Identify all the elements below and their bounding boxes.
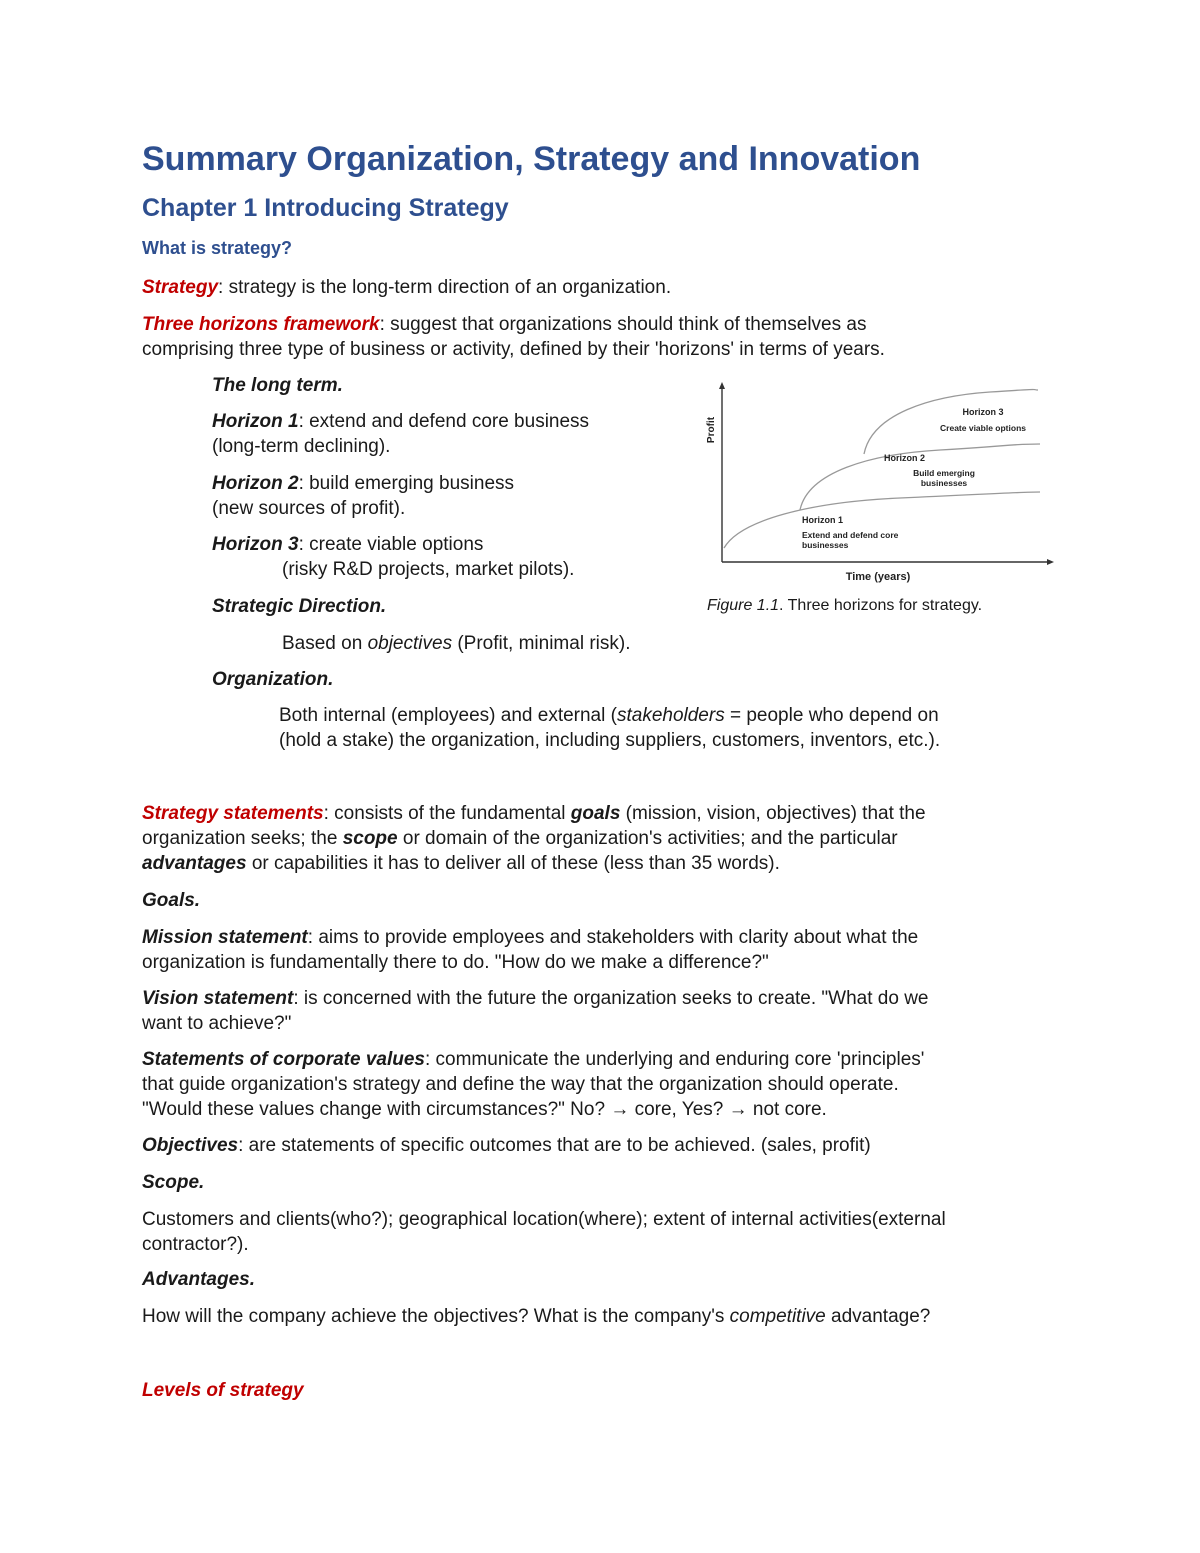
objectives-def: : are statements of specific outcomes that are to be achieved. (sales, profit) [238,1135,871,1156]
horizon-2-term: Horizon 2 [212,473,299,494]
x-axis-label: Time (years) [845,571,911,583]
levels-of-strategy-heading: Levels of strategy [142,1380,304,1401]
vision-2: want to achieve?" [142,1013,292,1034]
horizon-2-desc-2: businesses [920,478,968,488]
goals-word: goals [570,803,621,824]
ss-1a: : consists of the fundamental [323,803,571,824]
advantages-heading: Advantages. [142,1269,255,1290]
organization-heading: Organization. [212,669,334,690]
values-3: "Would these values change with circumstances?" No? → core, Yes? → not core. [142,1099,827,1120]
horizon-1-desc-2: businesses [802,540,849,550]
ss-2a: organization seeks; the [142,828,343,849]
x-axis-arrow [1047,559,1054,565]
three-horizons-term: Three horizons framework [142,314,380,335]
values-1: : communicate the underlying and enduring core 'principles' [424,1049,925,1070]
strategy-def: : strategy is the long-term direction of an organization. [218,277,672,298]
horizon-1-item [212,409,589,459]
ss-3b: or capabilities it has to deliver all of these (less than 35 words). [246,853,780,874]
horizon-1-sub: (long-term declining). [212,436,391,457]
strategy-statements [142,801,926,876]
horizon-2-label: Horizon 2 [884,453,926,463]
figure-caption [707,597,982,615]
adv-a: How will the company achieve the objectives? What is the company's [142,1306,730,1327]
scope-2: contractor?). [142,1234,249,1255]
three-horizons-def-1: : suggest that organizations should think of themselves as [379,314,867,335]
org-line1-b: = people who depend on [724,705,939,726]
scope-heading: Scope. [142,1172,205,1193]
mission-statement [142,925,918,975]
objectives [142,1133,871,1158]
chapter-heading: Chapter 1 Introducing Strategy [142,194,509,222]
horizon-1-term: Horizon 1 [212,411,299,432]
corporate-values [142,1047,924,1122]
three-horizons-definition [142,312,885,362]
horizon-1-text: : extend and defend core business [298,411,590,432]
horizon-3-curve [864,390,1038,455]
scope-word: scope [342,828,398,849]
three-horizons-chart [700,380,1060,590]
vision-1: : is concerned with the future the organization seeks to create. "What do we [293,988,929,1009]
mission-1: : aims to provide employees and stakeholders with clarity about what the [307,927,919,948]
ss-2b: or domain of the organization's activities; and the particular [397,828,898,849]
vision-term: Vision statement [142,988,294,1009]
advantages-word: advantages [142,853,247,874]
horizon-2-sub: (new sources of profit). [212,498,406,519]
horizon-2-desc-1: Build emerging [913,468,975,478]
strategic-direction-heading: Strategic Direction. [212,596,387,617]
y-axis-arrow [719,382,725,389]
horizon-1-desc-1: Extend and defend core [802,530,899,540]
horizon-2-text: : build emerging business [298,473,515,494]
horizon-3-desc: Create viable options [940,423,1026,433]
strategic-direction-text [282,631,630,656]
horizon-3-item [212,532,574,582]
strategy-definition [142,275,671,300]
figure-caption-label: Figure 1.1 [707,597,780,614]
horizon-3-label: Horizon 3 [962,407,1004,417]
org-line1-a: Both internal (employees) and external ( [279,705,617,726]
document-title: Summary Organization, Strategy and Innovation [142,140,921,178]
horizon-1-label: Horizon 1 [802,515,844,525]
scope-1: Customers and clients(who?); geographical location(where); extent of internal activities(external [142,1209,946,1230]
values-term: Statements of corporate values [142,1049,425,1070]
section-heading: What is strategy? [142,238,293,258]
long-term-heading: The long term. [212,375,343,396]
mission-2: organization is fundamentally there to do. "How do we make a difference?" [142,952,769,973]
goals-heading: Goals. [142,890,201,911]
three-horizons-def-2: comprising three type of business or activity, defined by their 'horizons' in terms of years. [142,339,885,360]
ss-1b: (mission, vision, objectives) that the [620,803,926,824]
mission-term: Mission statement [142,927,308,948]
values-2: that guide organization's strategy and define the way that the organization should operate. [142,1074,899,1095]
horizon-3-sub: (risky R&D projects, market pilots). [282,559,575,580]
three-horizons-figure [700,380,1060,590]
figure-caption-text: . Three horizons for strategy. [779,597,983,614]
stakeholders-word: stakeholders [616,705,725,726]
advantages-text [142,1304,930,1329]
vision-statement [142,986,929,1036]
objectives-term: Objectives [142,1135,239,1156]
scope-text [142,1207,946,1257]
horizon-3-term: Horizon 3 [212,534,299,555]
competitive-word: competitive [729,1306,826,1327]
org-line2: (hold a stake) the organization, including suppliers, customers, inventors, etc.). [279,730,941,751]
adv-b: advantage? [825,1306,931,1327]
based-on-rest: (Profit, minimal risk). [452,633,631,654]
strategy-statements-term: Strategy statements [142,803,324,824]
objectives-word: objectives [367,633,453,654]
horizon-2-item [212,471,514,521]
organization-text [279,703,940,753]
horizon-3-text: : create viable options [298,534,484,555]
based-on-text: Based on [282,633,368,654]
strategy-term: Strategy [142,277,219,298]
y-axis-label: Profit [706,416,717,444]
